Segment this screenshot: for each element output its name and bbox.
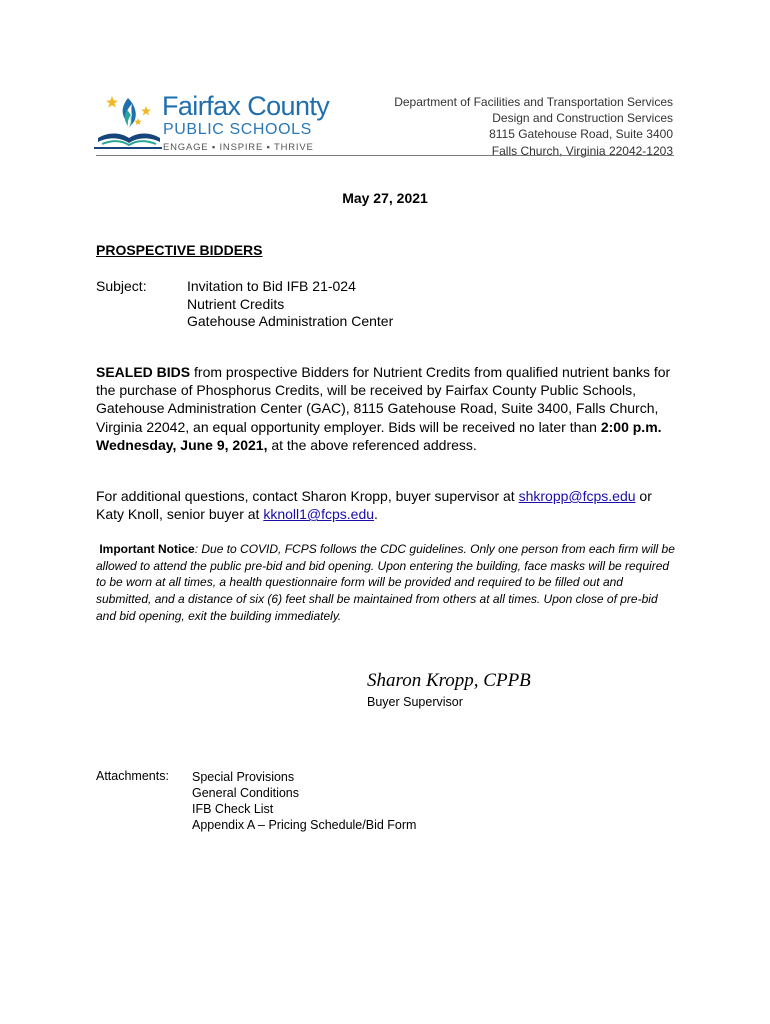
header-divider xyxy=(96,155,674,156)
contact-paragraph xyxy=(96,487,676,523)
address-line: Design and Construction Services xyxy=(492,111,673,126)
subject-label: Subject: xyxy=(96,278,147,294)
attachment-item: Special Provisions xyxy=(192,770,295,784)
attachment-item: Appendix A – Pricing Schedule/Bid Form xyxy=(192,818,417,833)
contact-text-mid: or Katy Knoll, senior buyer at xyxy=(96,488,652,523)
attachment-item: IFB Check List xyxy=(192,802,274,817)
email-link-shkropp[interactable]: shkropp@fcps.edu xyxy=(518,488,636,504)
subject-lines xyxy=(187,278,393,331)
attachments-label: Attachments: xyxy=(96,769,169,783)
email-link-kknoll[interactable]: kknoll1@fcps.edu xyxy=(263,506,375,523)
flame-inner-icon xyxy=(125,110,132,128)
bid-text: from prospective Bidders for Nutrient Credits from qualified nutrient banks for the purchase of Phosphorus Credits, will be received by Fairfax County Public Schools, Gatehouse Administration Center (GAC), 8115 Gatehouse Road, Suite 3400, Falls Church, Virginia 22042, an equal opportunity employer. Bids will be received no later than xyxy=(96,364,671,435)
star-icon xyxy=(134,118,142,125)
letter-date: May 27, 2021 xyxy=(342,190,428,206)
flame-icon xyxy=(123,98,136,126)
attachment-item: General Conditions xyxy=(192,786,300,801)
important-notice xyxy=(96,541,676,625)
contact-text-end: . xyxy=(374,506,378,523)
logo-subtitle: PUBLIC SCHOOLS xyxy=(163,121,312,138)
logo-title: Fairfax County xyxy=(162,91,330,121)
signer-title: Buyer Supervisor xyxy=(367,695,463,709)
address-line: Falls Church, Virginia 22042-1203 xyxy=(491,143,673,158)
star-icon xyxy=(141,106,151,115)
notice-text: : Due to COVID, FCPS follows the CDC guidelines. Only one person from each firm will be allowed to attend the public pre-bid and bid opening. Upon entering the building, face masks will be required to be worn at all times, a health questionnaire form will be provided and required to be filled out and submitted, and a distance of six (6) feet shall be maintained from others at all times. Upon close of pre-bid and bid opening, exit the building immediately. xyxy=(96,542,675,623)
attachments-list xyxy=(192,769,416,833)
subject-line: Invitation to Bid IFB 21-024 xyxy=(187,278,356,294)
bid-deadline: 2:00 p.m. Wednesday, June 9, 2021, xyxy=(96,418,662,453)
logo-tagline: ENGAGE ▪ INSPIRE ▪ THRIVE xyxy=(163,142,314,153)
salutation: PROSPECTIVE BIDDERS xyxy=(96,242,263,258)
contact-text: For additional questions, contact Sharon Kropp, buyer supervisor at xyxy=(96,488,519,504)
star-icon xyxy=(106,96,118,108)
address-line: Department of Facilities and Transportation Services xyxy=(394,95,673,109)
subject-line: Nutrient Credits xyxy=(187,295,285,312)
notice-label: Important Notice xyxy=(99,542,195,556)
signature: Sharon Kropp, CPPB xyxy=(367,670,531,691)
address-line: 8115 Gatehouse Road, Suite 3400 xyxy=(489,127,673,142)
header-address xyxy=(394,94,673,159)
sealed-bids-label: SEALED BIDS xyxy=(96,364,191,380)
bid-text-end: at the above referenced address. xyxy=(267,436,477,453)
subject-line: Gatehouse Administration Center xyxy=(187,313,394,329)
bid-paragraph xyxy=(96,363,676,454)
